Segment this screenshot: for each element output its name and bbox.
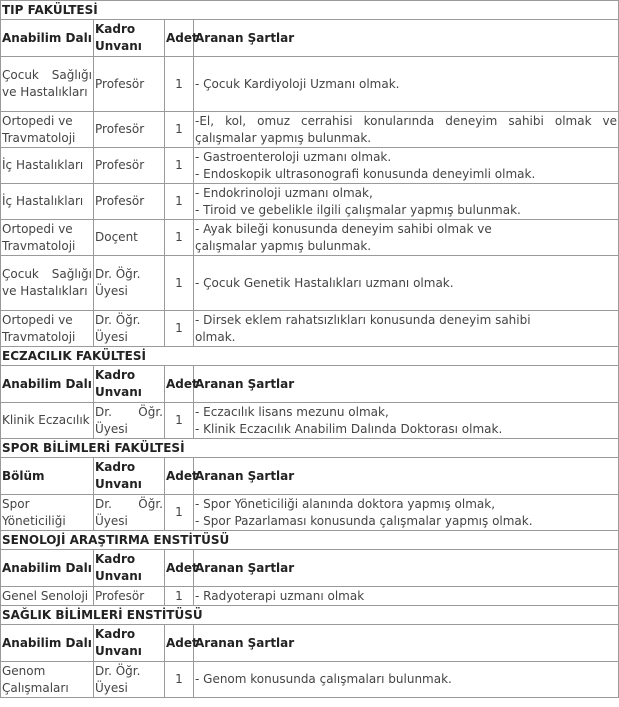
position-title-cell: Profesör: [94, 184, 165, 220]
section-row: [1, 606, 619, 625]
department-cell: Klinik Eczacılık: [1, 403, 94, 439]
position-title-cell: Profesör: [94, 112, 165, 148]
header-requirements: Aranan Şartlar: [194, 366, 619, 403]
header-count: Adet: [165, 366, 194, 403]
table-row: [1, 662, 619, 698]
header-row: [1, 625, 619, 662]
position-title-cell: Dr. Öğr. Üyesi: [94, 403, 165, 439]
table-row: [1, 495, 619, 531]
department-cell: Ortopedi ve Travmatoloji: [1, 112, 94, 148]
position-title-cell: Profesör: [94, 587, 165, 606]
requirements-cell: - Ayak bileği konusunda deneyim sahibi olmak ve çalışmalar yapmış bulunmak.: [194, 220, 619, 256]
department-cell: İç Hastalıkları: [1, 184, 94, 220]
header-row: [1, 366, 619, 403]
header-count: Adet: [165, 458, 194, 495]
table-row: [1, 184, 619, 220]
department-cell: Çocuk Sağlığı ve Hastalıkları: [1, 256, 94, 311]
section-title: TIP FAKÜLTESİ: [1, 1, 619, 20]
position-title-cell: Profesör: [94, 57, 165, 112]
section-title: SENOLOJİ ARAŞTIRMA ENSTİTÜSÜ: [1, 531, 619, 550]
count-cell: 1: [165, 495, 194, 531]
count-cell: 1: [165, 403, 194, 439]
department-cell: Spor Yöneticiliği: [1, 495, 94, 531]
section-row: [1, 347, 619, 366]
header-count: Adet: [165, 20, 194, 57]
header-row: [1, 550, 619, 587]
department-cell: İç Hastalıkları: [1, 148, 94, 184]
header-position-title: Kadro Unvanı: [94, 366, 165, 403]
table-row: [1, 256, 619, 311]
count-cell: 1: [165, 220, 194, 256]
count-cell: 1: [165, 112, 194, 148]
requirements-cell: - Endokrinoloji uzmanı olmak, - Tiroid ve gebelikle ilgili çalışmalar yapmış bulunmak.: [194, 184, 619, 220]
section-title: SAĞLIK BİLİMLERİ ENSTİTÜSÜ: [1, 606, 619, 625]
header-requirements: Aranan Şartlar: [194, 458, 619, 495]
table-row: [1, 148, 619, 184]
requirements-cell: - Çocuk Genetik Hastalıkları uzmanı olmak.: [194, 256, 619, 311]
position-title-cell: Dr. Öğr. Üyesi: [94, 256, 165, 311]
position-title-cell: Profesör: [94, 148, 165, 184]
header-requirements: Aranan Şartlar: [194, 550, 619, 587]
count-cell: 1: [165, 311, 194, 347]
table-body: [1, 1, 619, 698]
header-row: [1, 458, 619, 495]
section-row: [1, 531, 619, 550]
position-title-cell: Dr. Öğr. Üyesi: [94, 495, 165, 531]
table-row: [1, 57, 619, 112]
requirements-cell: - Dirsek eklem rahatsızlıkları konusunda deneyim sahibi olmak.: [194, 311, 619, 347]
requirements-cell: - Eczacılık lisans mezunu olmak, - Klinik Eczacılık Anabilim Dalında Doktorası olmak.: [194, 403, 619, 439]
position-title-cell: Doçent: [94, 220, 165, 256]
section-title: SPOR BİLİMLERİ FAKÜLTESİ: [1, 439, 619, 458]
header-position-title: Kadro Unvanı: [94, 550, 165, 587]
header-department: Anabilim Dalı: [1, 366, 94, 403]
department-cell: Çocuk Sağlığı ve Hastalıkları: [1, 57, 94, 112]
header-department: Anabilim Dalı: [1, 625, 94, 662]
header-count: Adet: [165, 625, 194, 662]
requirements-cell: - Genom konusunda çalışmaları bulunmak.: [194, 662, 619, 698]
requirements-cell: - Spor Yöneticiliği alanında doktora yapmış olmak, - Spor Pazarlaması konusunda çalışmalar yapmış olmak.: [194, 495, 619, 531]
section-title: ECZACILIK FAKÜLTESİ: [1, 347, 619, 366]
table-row: [1, 311, 619, 347]
department-cell: Ortopedi ve Travmatoloji: [1, 220, 94, 256]
header-department: Anabilim Dalı: [1, 20, 94, 57]
header-row: [1, 20, 619, 57]
requirements-cell: - Gastroenteroloji uzmanı olmak. - Endoskopik ultrasonografi konusunda deneyimli olmak.: [194, 148, 619, 184]
department-cell: Genom Çalışmaları: [1, 662, 94, 698]
requirements-cell: - Radyoterapi uzmanı olmak: [194, 587, 619, 606]
header-position-title: Kadro Unvanı: [94, 20, 165, 57]
requirements-cell: - Çocuk Kardiyoloji Uzmanı olmak.: [194, 57, 619, 112]
header-position-title: Kadro Unvanı: [94, 625, 165, 662]
table-row: [1, 587, 619, 606]
count-cell: 1: [165, 148, 194, 184]
requirements-cell: -El, kol, omuz cerrahisi konularında deneyim sahibi olmak ve çalışmalar yapmış bulunmak.: [194, 112, 619, 148]
header-count: Adet: [165, 550, 194, 587]
table-row: [1, 112, 619, 148]
section-row: [1, 1, 619, 20]
header-requirements: Aranan Şartlar: [194, 625, 619, 662]
count-cell: 1: [165, 587, 194, 606]
position-title-cell: Dr. Öğr. Üyesi: [94, 662, 165, 698]
header-department: Anabilim Dalı: [1, 550, 94, 587]
department-cell: Ortopedi ve Travmatoloji: [1, 311, 94, 347]
count-cell: 1: [165, 57, 194, 112]
section-row: [1, 439, 619, 458]
header-department: Bölüm: [1, 458, 94, 495]
department-cell: Genel Senoloji: [1, 587, 94, 606]
position-title-cell: Dr. Öğr. Üyesi: [94, 311, 165, 347]
count-cell: 1: [165, 184, 194, 220]
table-row: [1, 220, 619, 256]
count-cell: 1: [165, 662, 194, 698]
count-cell: 1: [165, 256, 194, 311]
table-row: [1, 403, 619, 439]
header-requirements: Aranan Şartlar: [194, 20, 619, 57]
header-position-title: Kadro Unvanı: [94, 458, 165, 495]
